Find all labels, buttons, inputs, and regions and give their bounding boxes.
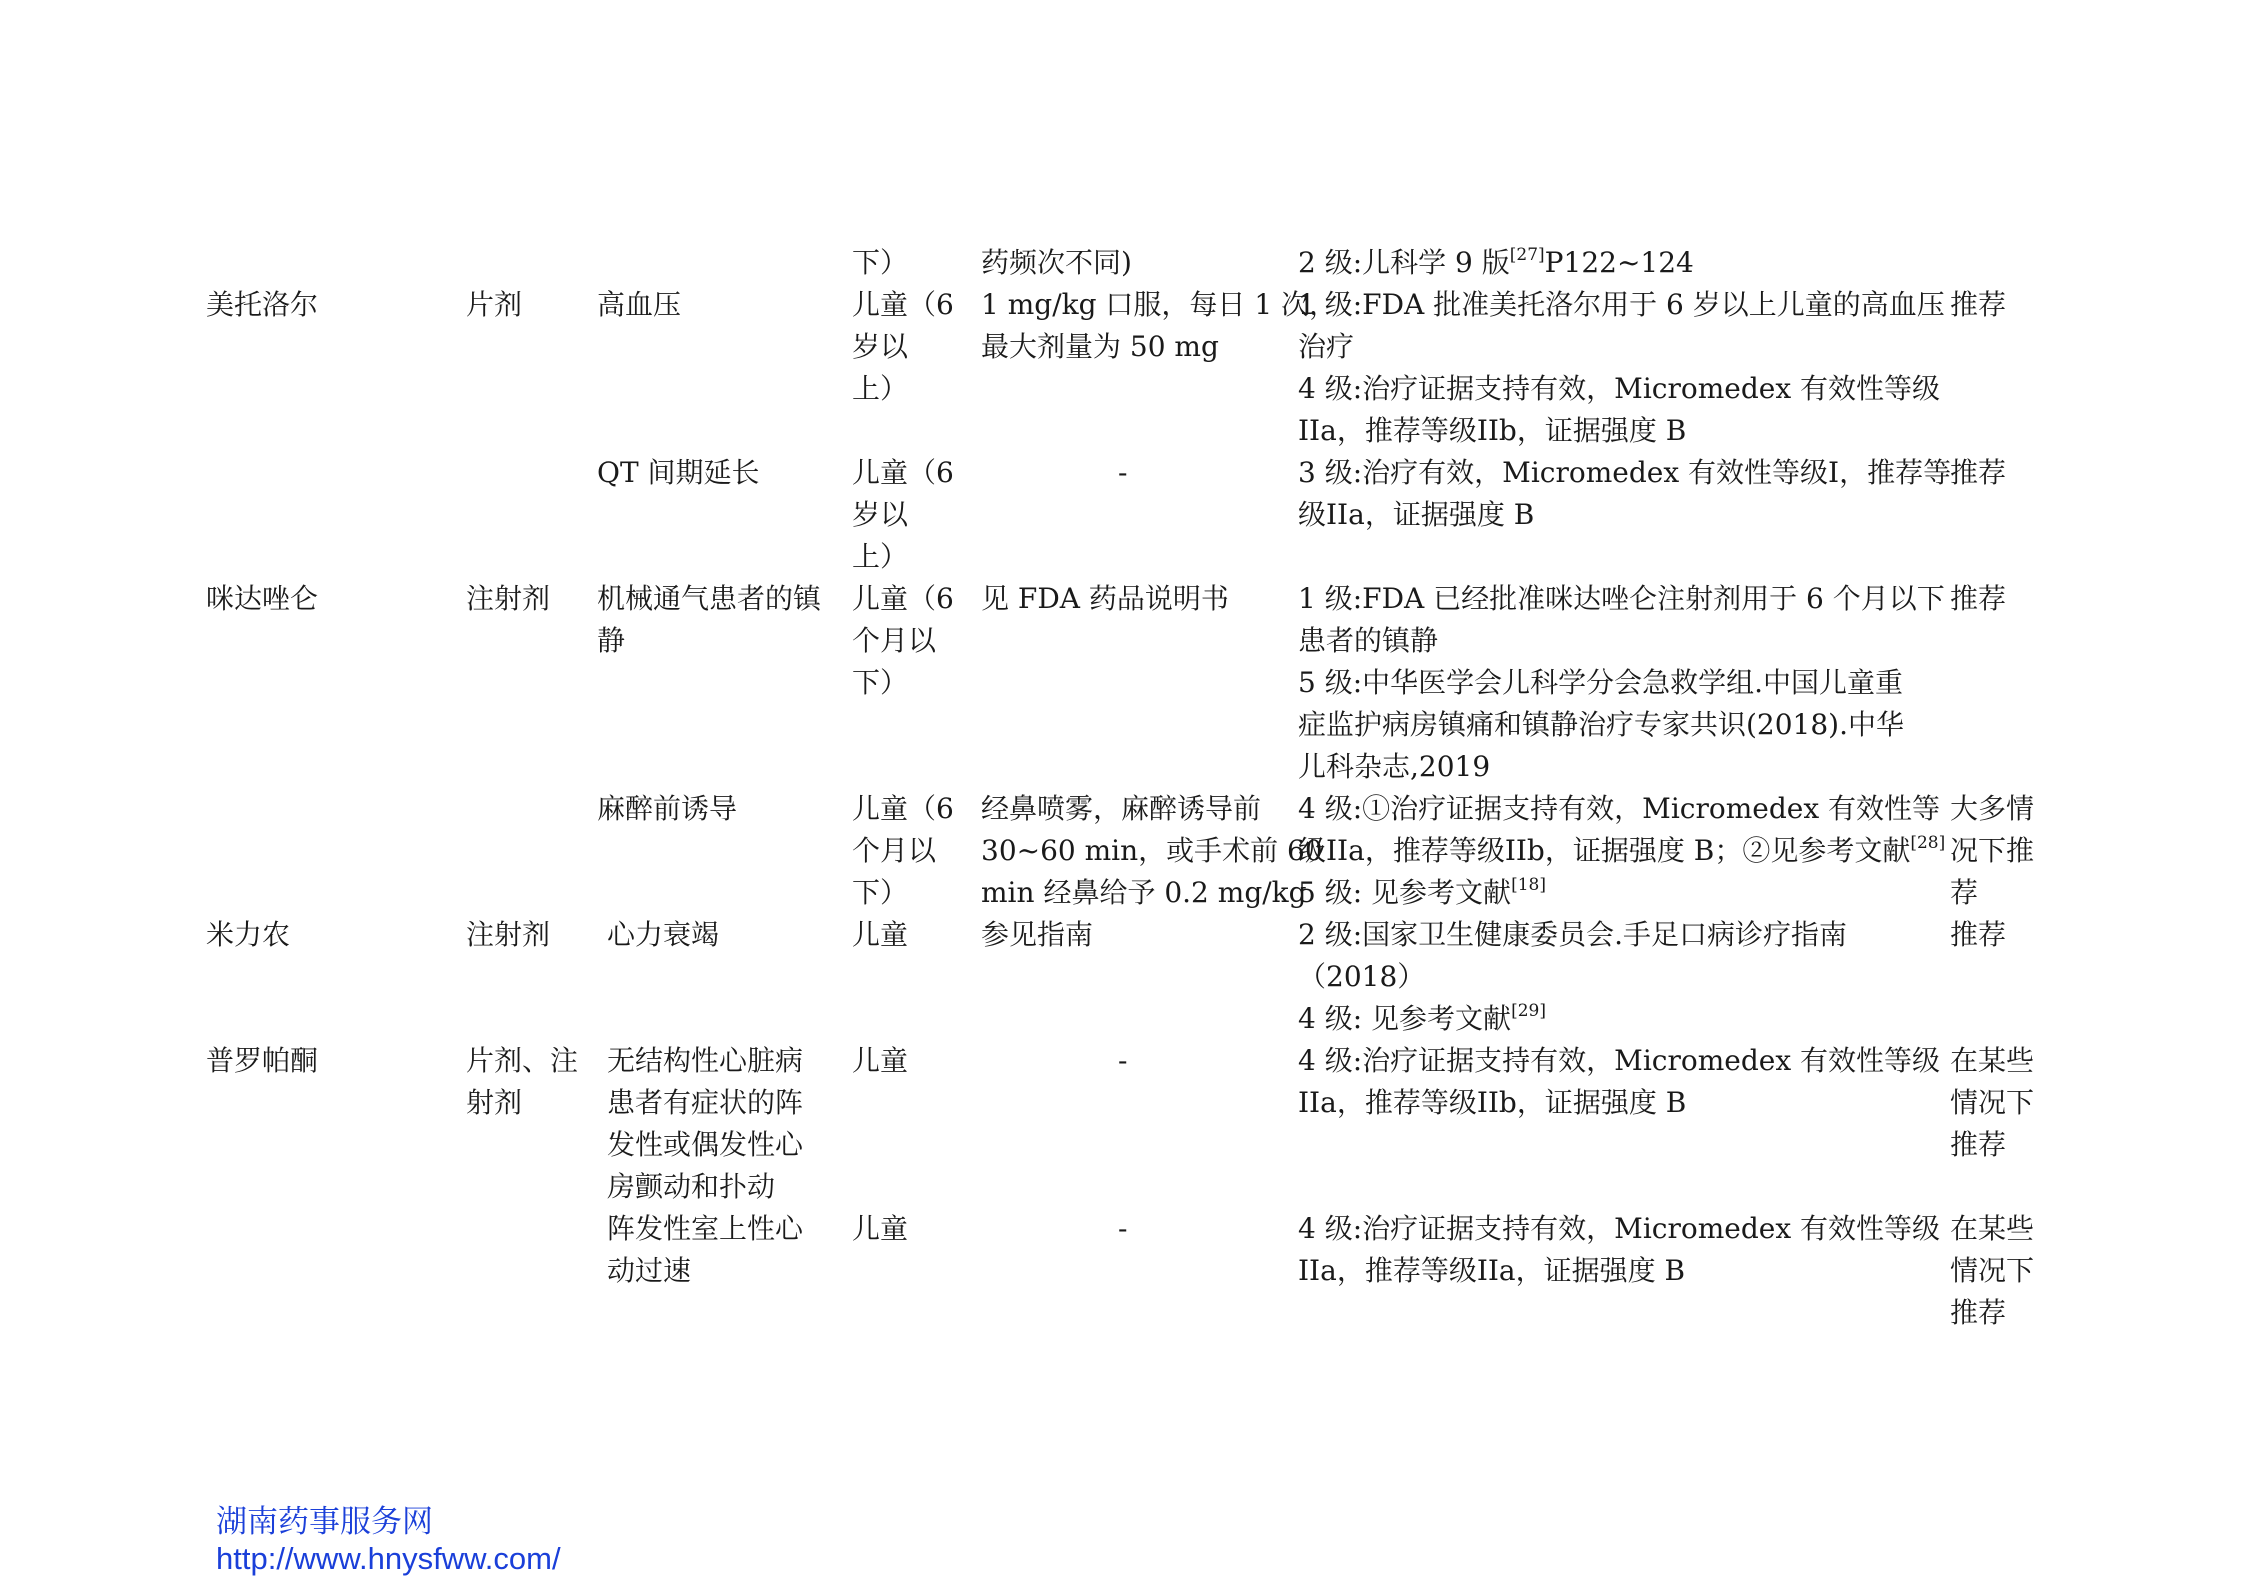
dosage-form: 注射剂 xyxy=(466,582,551,615)
indication: QT 间期延长 xyxy=(597,456,760,489)
age-group: 儿童（6 岁以 上） xyxy=(852,288,954,405)
recommendation: 大多情 况下推 荐 xyxy=(1950,792,2035,909)
recommendation: 在某些 情况下 推荐 xyxy=(1950,1044,2035,1161)
dosage: - xyxy=(1118,1212,1128,1245)
age-group: 儿童 xyxy=(852,1044,909,1077)
age-group: 儿童 xyxy=(852,918,909,951)
indication: 麻醉前诱导 xyxy=(597,792,738,825)
dosage-form: 片剂、注 射剂 xyxy=(466,1044,579,1119)
dosage: 1 mg/kg 口服，每日 1 次， 最大剂量为 50 mg xyxy=(981,288,1338,363)
dosage-form: 片剂 xyxy=(466,288,523,321)
drug-name: 米力农 xyxy=(206,918,291,951)
recommendation: 推荐 xyxy=(1950,918,2007,951)
drug-name: 普罗帕酮 xyxy=(206,1044,319,1077)
recommendation: 在某些 情况下 推荐 xyxy=(1950,1212,2035,1329)
recommendation: 推荐 xyxy=(1950,582,2007,615)
cont-evidence: 2 级:儿科学 9 版[27]P122~124 xyxy=(1298,245,1694,279)
evidence: 1 级:FDA 已经批准咪达唑仑注射剂用于 6 个月以下 患者的镇静 5 级:中华医学会儿科学分会急救学组.中国儿童重 症监护病房镇痛和镇静治疗专家共识(2018).中华 儿科杂志,2019 xyxy=(1298,582,1945,783)
dosage-form: 注射剂 xyxy=(466,918,551,951)
dosage: 参见指南 xyxy=(981,918,1094,951)
age-group: 儿童（6 个月以 下） xyxy=(852,792,954,909)
indication: 心力衰竭 xyxy=(607,918,720,951)
drug-name: 美托洛尔 xyxy=(206,288,319,321)
dosage: 经鼻喷雾，麻醉诱导前 30~60 min，或手术前 60 min 经鼻给予 0.2 mg/kg xyxy=(981,792,1323,909)
evidence: 4 级:治疗证据支持有效，Micromedex 有效性等级 IIa，推荐等级IIa，证据强度 B xyxy=(1298,1212,1941,1287)
age-group: 儿童 xyxy=(852,1212,909,1245)
indication: 无结构性心脏病 患者有症状的阵 发性或偶发性心 房颤动和扑动 xyxy=(607,1044,804,1203)
indication: 机械通气患者的镇 静 xyxy=(597,582,822,657)
indication: 阵发性室上性心 动过速 xyxy=(607,1212,804,1287)
recommendation: 推荐 xyxy=(1950,288,2007,321)
dosage: - xyxy=(1118,456,1128,489)
indication: 高血压 xyxy=(597,288,682,321)
evidence: 4 级:治疗证据支持有效，Micromedex 有效性等级 IIa，推荐等级IIb，证据强度 B xyxy=(1298,1044,1941,1119)
drug-name: 咪达唑仑 xyxy=(206,582,319,615)
footer-url-link[interactable]: http://www.hnysfww.com/ xyxy=(216,1541,561,1576)
recommendation: 推荐 xyxy=(1950,456,2007,489)
dosage: 见 FDA 药品说明书 xyxy=(981,582,1229,615)
dosage: - xyxy=(1118,1044,1128,1077)
evidence: 3 级:治疗有效，Micromedex 有效性等级I，推荐等 级IIa，证据强度 B xyxy=(1298,456,1952,531)
evidence: 4 级:①治疗证据支持有效，Micromedex 有效性等 级IIa，推荐等级IIb，证据强度 B；②见参考文献[28] 5 级: 见参考文献[18] xyxy=(1298,792,1946,909)
cont-age: 下） xyxy=(852,246,909,279)
age-group: 儿童（6 岁以 上） xyxy=(852,456,954,573)
cont-dose: 药频次不同) xyxy=(981,246,1132,279)
evidence: 2 级:国家卫生健康委员会.手足口病诊疗指南 （2018） 4 级: 见参考文献[29] xyxy=(1298,918,1848,1035)
age-group: 儿童（6 个月以 下） xyxy=(852,582,954,699)
footer-site-name: 湖南药事服务网 xyxy=(216,1504,433,1539)
evidence: 1 级:FDA 批准美托洛尔用于 6 岁以上儿童的高血压 治疗 4 级:治疗证据支持有效，Micromedex 有效性等级 IIa，推荐等级IIb，证据强度 B xyxy=(1298,288,1945,447)
